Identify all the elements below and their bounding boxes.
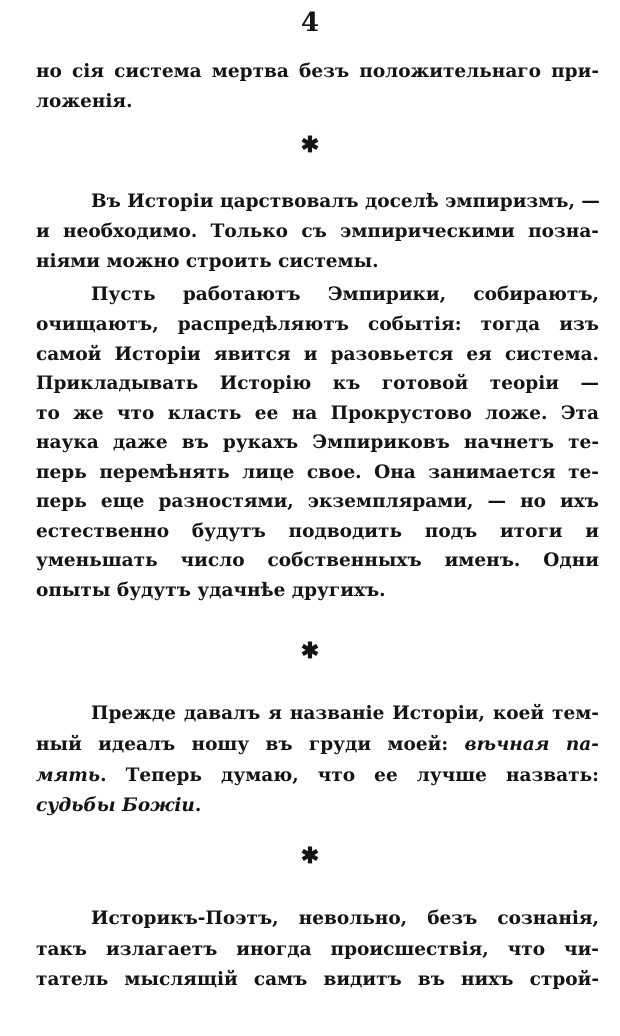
italic-phrase: вѣчная па- — [464, 734, 599, 755]
text-line — [36, 792, 599, 820]
separator-asterism-icon: ✱ — [300, 132, 320, 158]
text-line: Пусть работаютъ Эмпирики, собираютъ, — [91, 284, 599, 305]
italic-phrase: мять — [36, 765, 101, 786]
page-number: 4 — [300, 8, 320, 38]
text-line: Прежде давалъ я названіе Исторіи, коей тем- — [91, 703, 599, 724]
text-line: наука даже въ рукахъ Эмпириковъ начнетъ те- — [36, 432, 599, 453]
text-line: то же что класть ее на Прокрустово ложе. Эта — [36, 403, 599, 424]
text-span: ный идеалъ ношу въ груди моей: — [36, 734, 449, 755]
text-line: уменьшать число собственныхъ именъ. Одни — [36, 550, 599, 571]
text-line: Прикладывать Исторію къ готовой теоріи — — [36, 373, 599, 394]
text-line: такъ излагаетъ иногда происшествія, что чи- — [36, 939, 599, 960]
text-line — [36, 762, 599, 790]
text-line: Историкъ-Поэтъ, невольно, безъ сознанія, — [91, 908, 599, 929]
text-line: и необходимо. Только съ эмпирическими позна- — [36, 221, 599, 242]
text-span: . Теперь думаю, что ее лучше назвать: — [100, 765, 599, 786]
separator-asterism-icon: ✱ — [300, 843, 320, 869]
text-line: очищаютъ, распредѣляютъ событія: тогда изъ — [36, 314, 599, 335]
text-line: ніями можно строить системы. — [36, 251, 379, 272]
text-line: перь еще разностями, экземплярами, — но ихъ — [36, 491, 599, 512]
text-line: но сія система мертва безъ положительнаго при- — [36, 61, 599, 82]
italic-phrase: судьбы Божіи — [36, 795, 195, 816]
text-line: Въ Исторіи царствовалъ доселѣ эмпиризмъ, — — [91, 191, 600, 212]
text-span: . — [194, 795, 202, 816]
text-line: опыты будутъ удачнѣе другихъ. — [36, 580, 386, 601]
separator-asterism-icon: ✱ — [300, 638, 320, 664]
text-line: татель мыслящій самъ видитъ въ нихъ строй- — [36, 969, 599, 990]
text-line: перь перемѣнять лице свое. Она занимается те- — [36, 462, 599, 483]
text-line: самой Исторіи явится и разовьется ея система. — [36, 344, 599, 365]
text-line: естественно будутъ подводить подъ итоги и — [36, 521, 599, 542]
text-line — [36, 731, 599, 759]
text-line: ложенія. — [36, 91, 133, 112]
